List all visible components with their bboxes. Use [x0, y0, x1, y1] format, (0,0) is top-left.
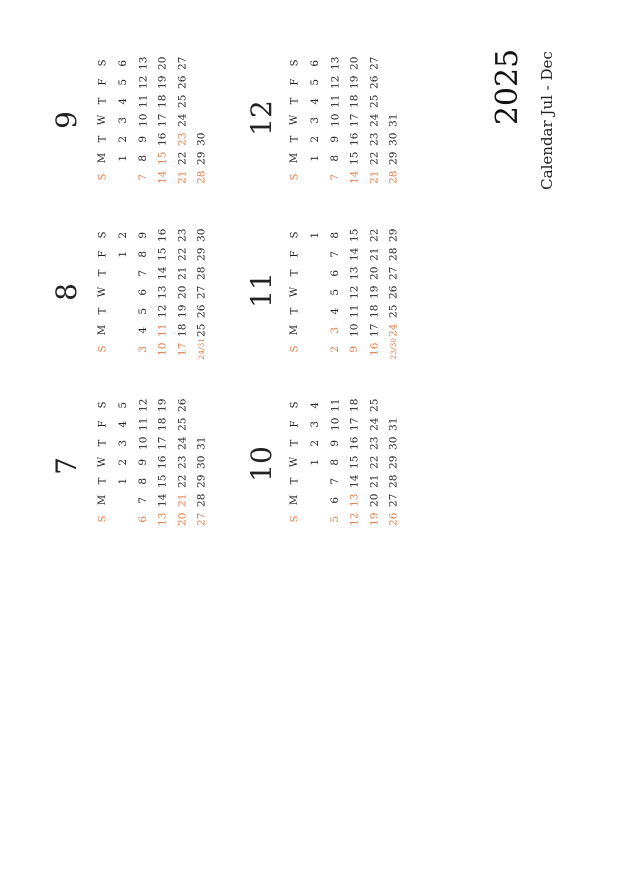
- month-number: 10: [244, 446, 278, 482]
- day-cell: 18: [175, 323, 188, 337]
- day-cell: 11: [348, 304, 361, 318]
- day-cell: 20: [156, 56, 169, 70]
- day-cell: 25: [367, 398, 380, 412]
- day-cell: 2: [117, 135, 130, 143]
- day-cell: 16: [348, 132, 361, 146]
- day-cell: 6: [117, 59, 130, 67]
- day-cell: 27: [195, 285, 208, 299]
- day-cell: 5: [328, 288, 341, 296]
- day-cell: 28: [387, 247, 400, 261]
- weekday-header: F: [96, 250, 108, 258]
- day-cell: 14: [348, 247, 361, 261]
- day-cell: 2: [309, 135, 322, 143]
- day-cell: 30: [195, 228, 208, 242]
- day-cell: 19: [175, 304, 188, 318]
- day-cell: 8: [136, 477, 149, 485]
- day-cell: 26: [387, 285, 400, 299]
- day-cell: 27: [367, 56, 380, 70]
- day-cell: 21: [367, 474, 380, 488]
- weekday-header: M: [289, 152, 301, 164]
- day-cell: 16: [156, 455, 169, 469]
- day-cell: 29: [195, 151, 208, 165]
- day-cell: 18: [156, 94, 169, 108]
- day-cell: 10: [328, 417, 341, 431]
- day-cell: 13: [136, 56, 149, 70]
- day-cell: 22: [367, 455, 380, 469]
- weekday-header: T: [96, 135, 108, 143]
- day-cell: 9: [136, 458, 149, 466]
- day-cell: 22: [367, 228, 380, 242]
- day-cell: 12: [136, 398, 149, 412]
- day-cell: 7: [136, 269, 149, 277]
- day-cell: 20: [367, 266, 380, 280]
- month-number: 7: [49, 457, 83, 475]
- day-cell: 10: [136, 436, 149, 450]
- day-cell: 20: [175, 512, 188, 526]
- day-cell: 6: [328, 269, 341, 277]
- month-number: 12: [244, 100, 278, 136]
- day-cell: 26: [175, 75, 188, 89]
- day-cell: 2: [117, 231, 130, 239]
- day-cell: 17: [156, 436, 169, 450]
- day-cell: 16: [348, 436, 361, 450]
- weekday-header: T: [288, 97, 300, 105]
- day-cell: 13: [156, 285, 169, 299]
- day-cell: 7: [328, 477, 341, 485]
- day-cell: 7: [328, 250, 341, 258]
- day-cell: 4: [328, 307, 341, 315]
- day-cell: 12: [328, 75, 341, 89]
- weekday-header: W: [289, 286, 301, 298]
- day-cell: 15: [156, 247, 169, 261]
- day-cell: 10: [156, 342, 169, 356]
- day-cell: 27: [175, 56, 188, 70]
- day-cell: 8: [328, 231, 341, 239]
- day-cell: 16: [156, 132, 169, 146]
- day-cell: 9: [328, 439, 341, 447]
- day-cell: 29: [387, 455, 400, 469]
- weekday-header: F: [96, 420, 108, 428]
- weekday-header: T: [288, 477, 300, 485]
- day-cell: 28: [387, 474, 400, 488]
- weekday-header: F: [288, 78, 300, 86]
- day-cell: 3: [117, 116, 130, 124]
- day-cell: 28: [387, 170, 400, 184]
- weekday-header: T: [96, 439, 108, 447]
- weekday-header: M: [97, 152, 109, 164]
- weekday-header: W: [289, 114, 301, 126]
- day-cell: 17: [348, 417, 361, 431]
- day-cell: 19: [367, 285, 380, 299]
- day-cell: 21: [175, 266, 188, 280]
- day-cell: 25: [175, 417, 188, 431]
- day-cell: 17: [156, 113, 169, 127]
- weekday-header: F: [288, 420, 300, 428]
- day-cell: 13: [328, 56, 341, 70]
- weekday-header: F: [288, 250, 300, 258]
- day-cell: 2: [117, 458, 130, 466]
- day-cell: 12: [156, 304, 169, 318]
- day-cell: 29: [195, 247, 208, 261]
- day-cell: 14: [156, 266, 169, 280]
- day-cell: 22: [367, 151, 380, 165]
- day-cell: 1: [117, 250, 130, 258]
- day-cell: 11: [328, 398, 341, 412]
- day-cell: 18: [348, 94, 361, 108]
- day-cell: 5: [309, 78, 322, 86]
- day-cell: 4: [117, 420, 130, 428]
- day-cell: 24: [387, 323, 400, 337]
- day-cell: 11: [136, 417, 149, 431]
- day-cell: 25: [387, 304, 400, 318]
- day-cell: 2: [309, 439, 322, 447]
- weekday-header: S: [96, 345, 108, 353]
- day-cell: 5: [136, 307, 149, 315]
- weekday-header: M: [289, 324, 301, 336]
- day-cell: 24: [175, 436, 188, 450]
- day-cell: 20: [175, 285, 188, 299]
- day-cell: 11: [328, 94, 341, 108]
- calendar-year: 2025: [490, 48, 526, 126]
- day-cell: 20: [348, 56, 361, 70]
- day-cell: 13: [156, 512, 169, 526]
- day-cell: 13: [348, 266, 361, 280]
- day-cell: 16: [156, 228, 169, 242]
- day-cell: 21: [175, 170, 188, 184]
- day-cell: 8: [328, 458, 341, 466]
- weekday-header: T: [96, 269, 108, 277]
- day-cell: 1: [117, 477, 130, 485]
- day-cell: 27: [387, 493, 400, 507]
- weekday-header: T: [96, 97, 108, 105]
- day-cell: 13: [348, 493, 361, 507]
- day-cell: 31: [195, 436, 208, 450]
- day-cell: 16: [367, 342, 380, 356]
- weekday-header: S: [288, 345, 300, 353]
- day-cell: 17: [367, 323, 380, 337]
- day-cell: 5: [117, 401, 130, 409]
- day-cell: 28: [195, 493, 208, 507]
- day-cell: 11: [156, 323, 169, 337]
- day-cell: 28: [195, 170, 208, 184]
- weekday-header: F: [96, 78, 108, 86]
- day-cell: 8: [136, 154, 149, 162]
- day-cell: 15: [156, 151, 169, 165]
- day-cell: 17: [348, 113, 361, 127]
- day-cell: 10: [348, 323, 361, 337]
- day-cell: 31: [387, 417, 400, 431]
- weekday-header: S: [288, 173, 300, 181]
- day-cell: 25: [175, 94, 188, 108]
- day-cell: 9: [328, 135, 341, 143]
- month-number: 8: [49, 283, 83, 301]
- weekday-header: S: [288, 401, 300, 409]
- weekday-header: S: [96, 59, 108, 67]
- day-cell: 22: [175, 474, 188, 488]
- day-cell: 14: [156, 170, 169, 184]
- day-cell: 18: [367, 304, 380, 318]
- day-cell: 9: [348, 345, 361, 353]
- weekday-header: S: [96, 515, 108, 523]
- day-cell: 24: [367, 417, 380, 431]
- day-cell: 8: [328, 154, 341, 162]
- day-cell: 2: [328, 345, 341, 353]
- day-cell: 30: [387, 436, 400, 450]
- weekday-header: S: [96, 231, 108, 239]
- day-cell: 23/30: [388, 337, 398, 360]
- day-cell: 7: [136, 496, 149, 504]
- day-cell: 29: [387, 151, 400, 165]
- day-cell: 25: [195, 323, 208, 337]
- day-cell: 25: [367, 94, 380, 108]
- day-cell: 6: [309, 59, 322, 67]
- day-cell: 6: [136, 515, 149, 523]
- day-cell: 20: [367, 493, 380, 507]
- day-cell: 29: [195, 474, 208, 488]
- day-cell: 19: [156, 398, 169, 412]
- weekday-header: T: [288, 307, 300, 315]
- day-cell: 14: [348, 474, 361, 488]
- day-cell: 14: [156, 493, 169, 507]
- day-cell: 5: [117, 78, 130, 86]
- day-cell: 3: [309, 116, 322, 124]
- day-cell: 6: [328, 496, 341, 504]
- day-cell: 4: [309, 97, 322, 105]
- day-cell: 23: [175, 228, 188, 242]
- day-cell: 15: [156, 474, 169, 488]
- day-cell: 23: [367, 132, 380, 146]
- day-cell: 1: [117, 154, 130, 162]
- day-cell: 30: [387, 132, 400, 146]
- day-cell: 21: [367, 170, 380, 184]
- month-number: 9: [49, 111, 83, 129]
- day-cell: 3: [117, 439, 130, 447]
- day-cell: 24/31: [196, 337, 206, 360]
- day-cell: 12: [136, 75, 149, 89]
- weekday-header: T: [288, 135, 300, 143]
- weekday-header: S: [288, 515, 300, 523]
- weekday-header: S: [96, 401, 108, 409]
- day-cell: 26: [387, 512, 400, 526]
- day-cell: 27: [195, 512, 208, 526]
- weekday-header: T: [96, 477, 108, 485]
- day-cell: 7: [328, 173, 341, 181]
- day-cell: 1: [309, 154, 322, 162]
- day-cell: 18: [156, 417, 169, 431]
- day-cell: 3: [328, 326, 341, 334]
- weekday-header: T: [288, 439, 300, 447]
- weekday-header: T: [288, 269, 300, 277]
- day-cell: 15: [348, 455, 361, 469]
- day-cell: 12: [348, 285, 361, 299]
- weekday-header: M: [97, 324, 109, 336]
- day-cell: 21: [367, 247, 380, 261]
- weekday-header: S: [288, 59, 300, 67]
- day-cell: 26: [175, 398, 188, 412]
- day-cell: 29: [387, 228, 400, 242]
- weekday-header: S: [96, 173, 108, 181]
- month-number: 11: [244, 272, 278, 308]
- day-cell: 4: [117, 97, 130, 105]
- weekday-header: W: [97, 114, 109, 126]
- weekday-header: S: [288, 231, 300, 239]
- day-cell: 21: [175, 493, 188, 507]
- day-cell: 22: [175, 151, 188, 165]
- weekday-header: T: [96, 307, 108, 315]
- day-cell: 15: [348, 151, 361, 165]
- day-cell: 19: [348, 75, 361, 89]
- day-cell: 7: [136, 173, 149, 181]
- day-cell: 31: [387, 113, 400, 127]
- day-cell: 18: [348, 398, 361, 412]
- day-cell: 5: [328, 515, 341, 523]
- day-cell: 17: [175, 342, 188, 356]
- day-cell: 10: [328, 113, 341, 127]
- day-cell: 23: [367, 436, 380, 450]
- day-cell: 1: [309, 231, 322, 239]
- day-cell: 14: [348, 170, 361, 184]
- day-cell: 30: [195, 455, 208, 469]
- day-cell: 12: [348, 512, 361, 526]
- day-cell: 4: [136, 326, 149, 334]
- day-cell: 10: [136, 113, 149, 127]
- day-cell: 26: [195, 304, 208, 318]
- day-cell: 19: [367, 512, 380, 526]
- day-cell: 9: [136, 231, 149, 239]
- day-cell: 8: [136, 250, 149, 258]
- day-cell: 9: [136, 135, 149, 143]
- day-cell: 23: [175, 132, 188, 146]
- day-cell: 24: [367, 113, 380, 127]
- weekday-header: M: [289, 494, 301, 506]
- day-cell: 28: [195, 266, 208, 280]
- day-cell: 24: [175, 113, 188, 127]
- day-cell: 3: [309, 420, 322, 428]
- day-cell: 1: [309, 458, 322, 466]
- calendar-subtitle: Calendar Jul - Dec: [537, 50, 556, 190]
- day-cell: 3: [136, 345, 149, 353]
- day-cell: 22: [175, 247, 188, 261]
- day-cell: 26: [367, 75, 380, 89]
- day-cell: 6: [136, 288, 149, 296]
- day-cell: 11: [136, 94, 149, 108]
- day-cell: 23: [175, 455, 188, 469]
- day-cell: 19: [156, 75, 169, 89]
- weekday-header: W: [97, 286, 109, 298]
- weekday-header: W: [289, 456, 301, 468]
- weekday-header: W: [97, 456, 109, 468]
- day-cell: 15: [348, 228, 361, 242]
- day-cell: 4: [309, 401, 322, 409]
- weekday-header: M: [97, 494, 109, 506]
- day-cell: 30: [195, 132, 208, 146]
- day-cell: 27: [387, 266, 400, 280]
